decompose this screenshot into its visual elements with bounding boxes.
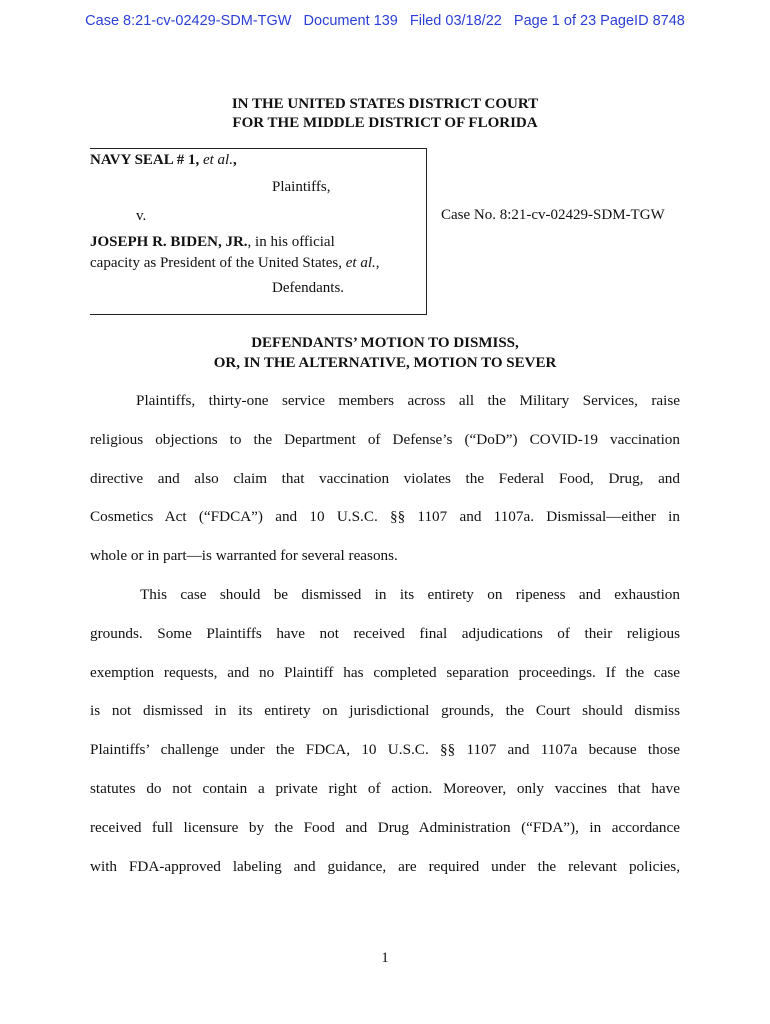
ecf-filing-header: Case 8:21-cv-02429-SDM-TGW Document 139 Filed 03/18/22 Page 1 of 23 PageID 8748 [85, 13, 685, 29]
plaintiffs-label: Plaintiffs, [272, 179, 331, 195]
plaintiff-line [90, 150, 237, 171]
paragraph-line: with FDA-approved labeling and guidance, are required under the relevant policies, [90, 857, 680, 875]
motion-title [0, 333, 770, 373]
motion-title-line2: OR, IN THE ALTERNATIVE, MOTION TO SEVER [213, 355, 557, 371]
paragraph-line: Cosmetics Act (“FDCA”) and 10 U.S.C. §§ 1107 and 1107a. Dismissal—either in [90, 508, 680, 526]
defendants-label: Defendants. [272, 280, 345, 296]
paragraph-2 [90, 586, 680, 896]
paragraph-line: Plaintiffs’ challenge under the FDCA, 10 U.S.C. §§ 1107 and 1107a because those [90, 741, 680, 759]
defendant-etal: et al. [345, 255, 376, 271]
plaintiff-name: NAVY SEAL # 1, [90, 152, 200, 168]
paragraph-line: exemption requests, and no Plaintiff has completed separation proceedings. If the case [90, 663, 680, 681]
court-title-line2: FOR THE MIDDLE DISTRICT OF FLORIDA [232, 115, 538, 131]
defendant-rest: , in his official [247, 234, 335, 250]
defendant-line2-pre: capacity as President of the United States, [90, 255, 346, 271]
defendant-name: JOSEPH R. BIDEN, JR. [90, 234, 248, 250]
court-title-line1: IN THE UNITED STATES DISTRICT COURT [231, 96, 539, 112]
versus-label: v. [136, 208, 147, 224]
paragraph-line: is not dismissed in its entirety on jurisdictional grounds, the Court should dismiss [90, 702, 680, 720]
plaintiff-comma: , [232, 152, 237, 168]
defendant-line2 [90, 253, 380, 274]
case-number: Case No. 8:21-cv-02429-SDM-TGW [441, 207, 665, 223]
defendant-line1 [90, 232, 335, 253]
paragraph-line: Plaintiffs, thirty-one service members across all the Military Services, raise [136, 392, 680, 409]
paragraph-line: whole or in part—is warranted for several reasons. [90, 547, 398, 565]
page-number: 1 [381, 950, 389, 966]
paragraph-line: statutes do not contain a private right of action. Moreover, only vaccines that have [90, 779, 680, 797]
paragraph-line: grounds. Some Plaintiffs have not received final adjudications of their religious [90, 624, 680, 642]
court-title [0, 95, 770, 133]
paragraph-line: directive and also claim that vaccination violates the Federal Food, Drug, and [90, 469, 680, 487]
paragraph-line: religious objections to the Department of Defense’s (“DoD”) COVID-19 vaccination [90, 430, 680, 448]
case-caption-box [90, 148, 427, 315]
paragraph-line: received full licensure by the Food and Drug Administration (“FDA”), in accordance [90, 818, 680, 836]
motion-title-line1: DEFENDANTS’ MOTION TO DISMISS, [251, 335, 519, 351]
plaintiff-etal: et al. [202, 152, 233, 168]
paragraph-line: This case should be dismissed in its entirety on ripeness and exhaustion [140, 586, 680, 603]
defendant-line2-post: , [375, 255, 380, 271]
paragraph-1 [90, 392, 680, 586]
